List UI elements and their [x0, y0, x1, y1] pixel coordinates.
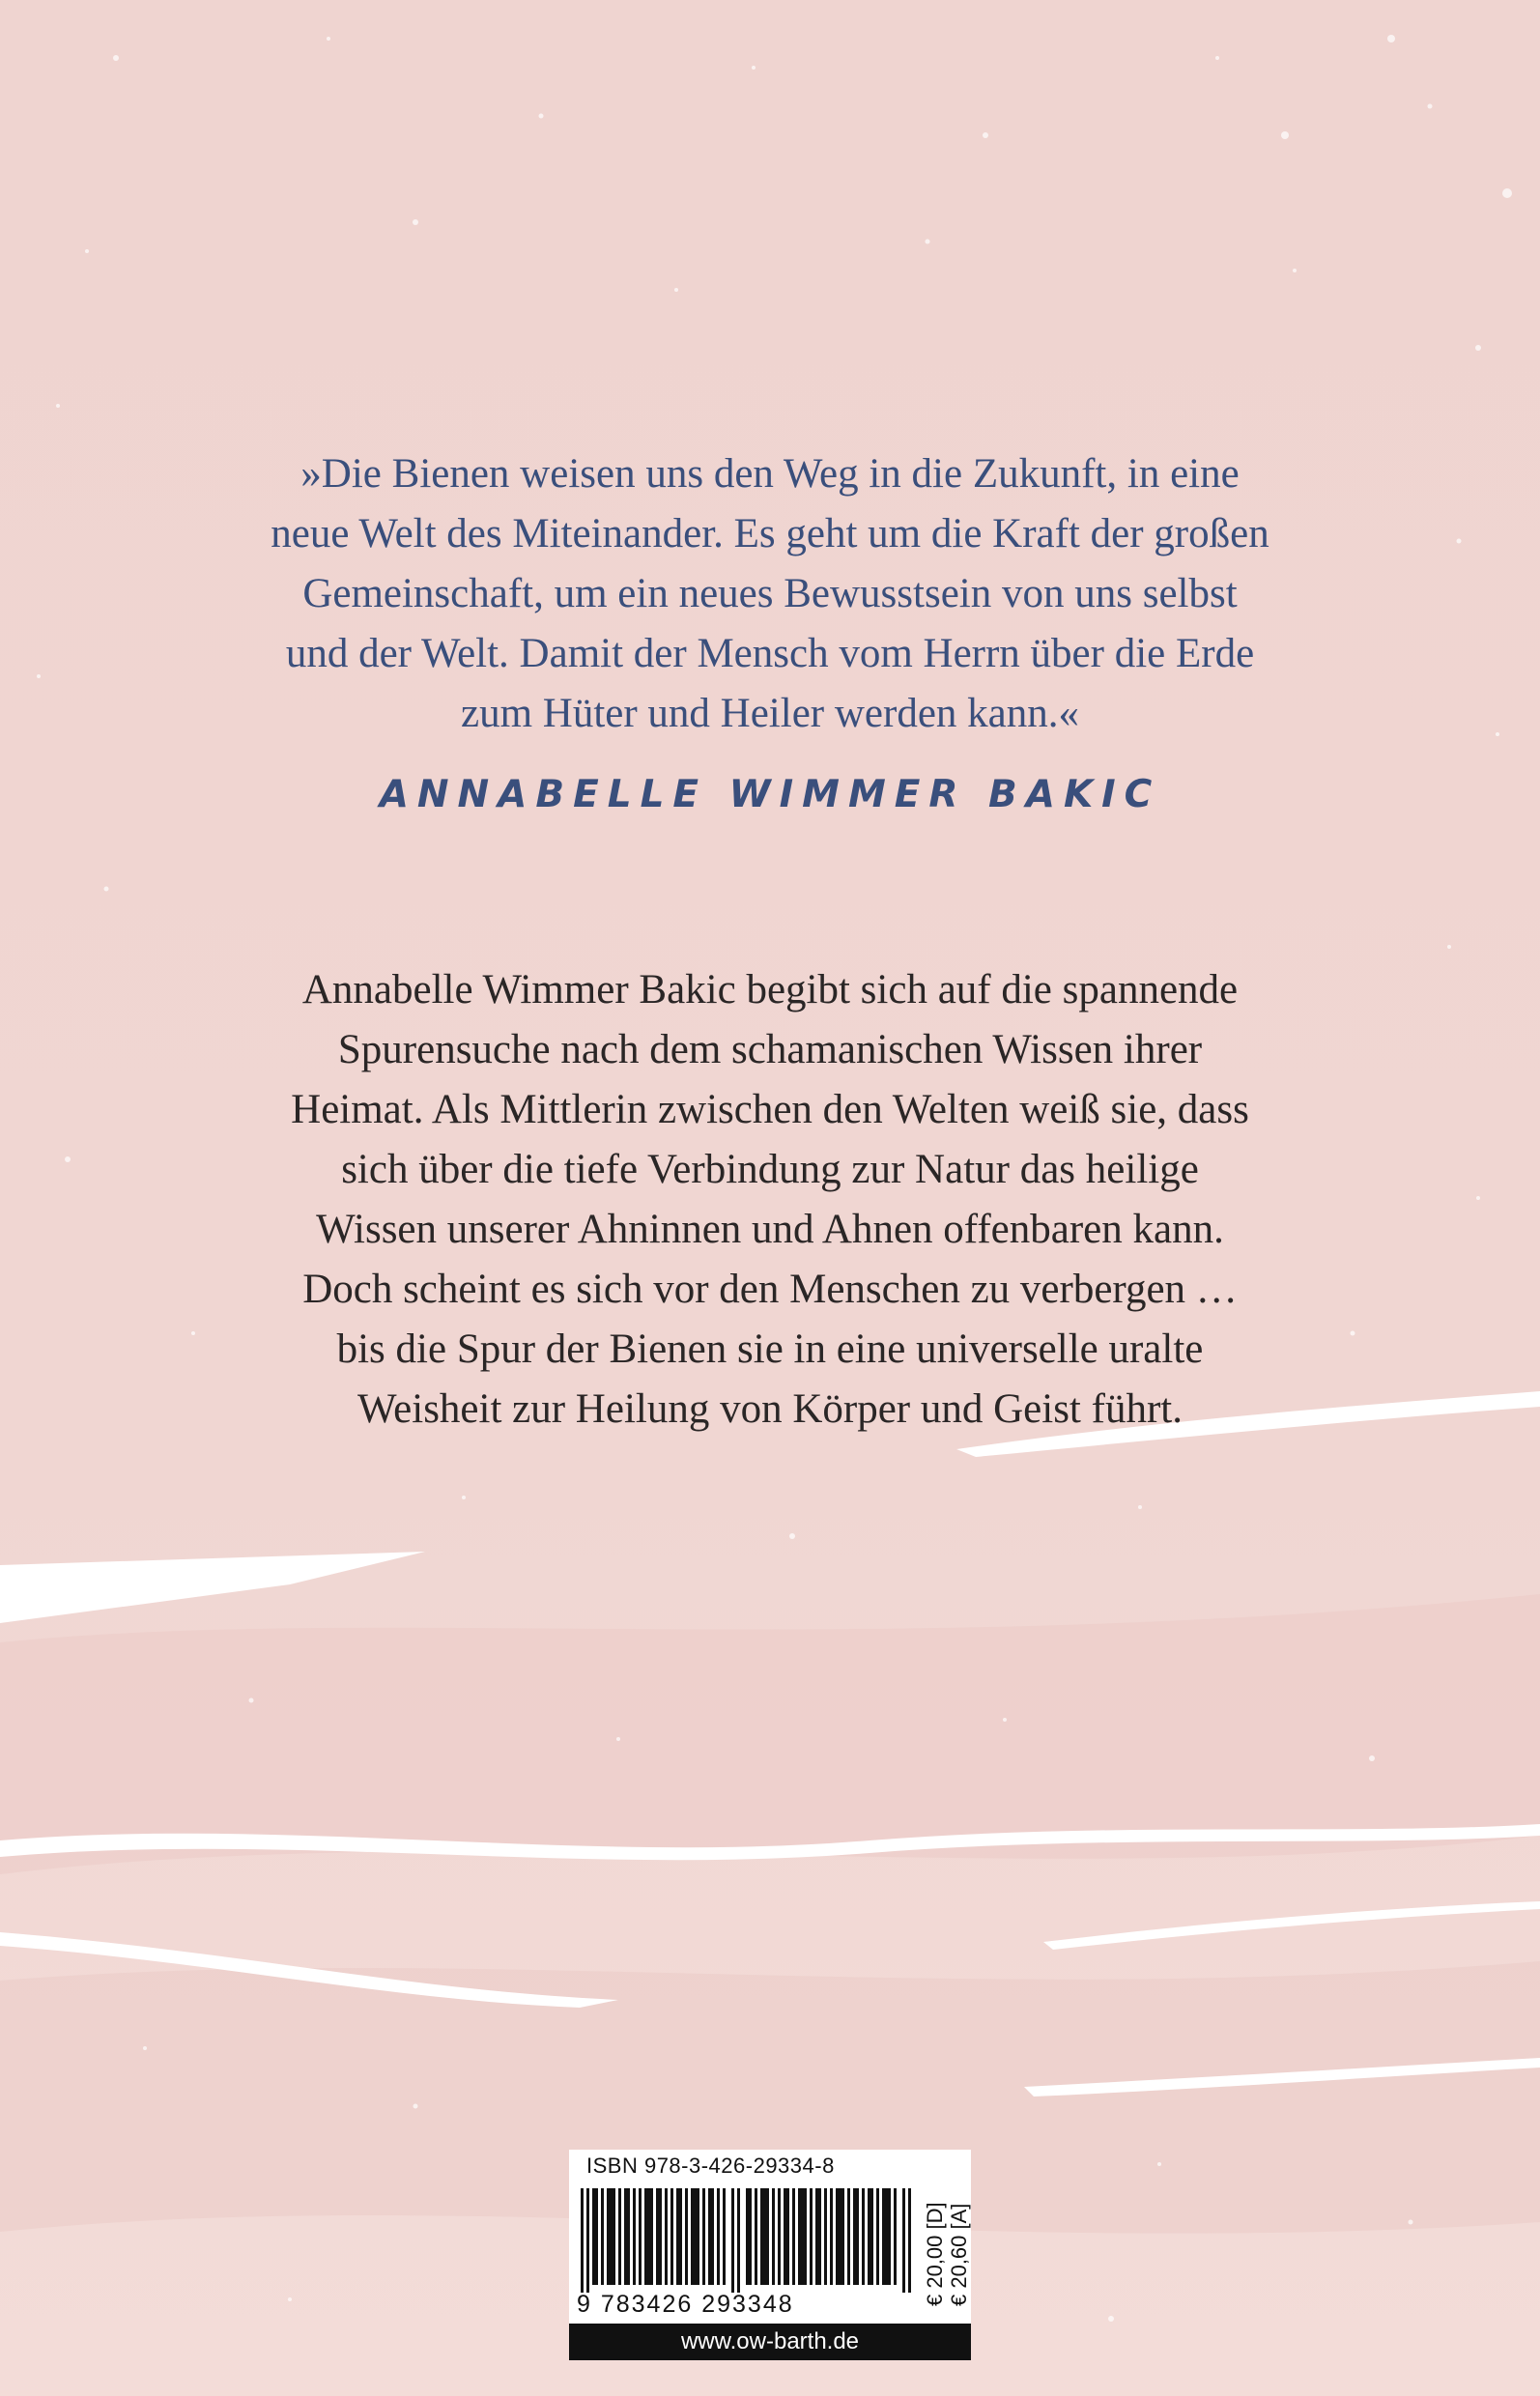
blurb-line: Doch scheint es sich vor den Menschen zu verbergen …: [302, 1267, 1238, 1312]
barcode-bars: [577, 2188, 917, 2293]
isbn-label: ISBN 978-3-426-29334-8: [586, 2154, 835, 2178]
blurb-line: Spurensuche nach dem schamanischen Wissen ihrer: [337, 1027, 1203, 1072]
blurb-line: Heimat. Als Mittlerin zwischen den Welten weiß sie, dass: [291, 1087, 1249, 1132]
blurb-line: bis die Spur der Bienen sie in eine universelle uralte: [336, 1326, 1204, 1372]
blurb-line: sich über die tiefe Verbindung zur Natur das heilige: [341, 1147, 1199, 1192]
quote-line: zum Hüter und Heiler werden kann.«: [460, 691, 1079, 736]
blurb-line: Wissen unserer Ahninnen und Ahnen offenbaren kann.: [316, 1207, 1224, 1252]
blurb-block: [145, 960, 1395, 1440]
quote-line: »Die Bienen weisen uns den Weg in die Zukunft, in eine: [300, 451, 1240, 497]
price-germany: € 20,00 [D]: [923, 2202, 947, 2306]
publisher-website: www.ow-barth.de: [569, 2324, 971, 2360]
blurb-line: Weisheit zur Heilung von Körper und Geist führt.: [357, 1386, 1183, 1432]
quote-line: und der Welt. Damit der Mensch vom Herrn über die Erde: [285, 631, 1255, 676]
price-austria: € 20,60 [A]: [947, 2203, 971, 2306]
blurb-line: Annabelle Wimmer Bakic begibt sich auf die spannende: [301, 967, 1239, 1013]
barcode-box: [569, 2150, 971, 2360]
quote-line: neue Welt des Miteinander. Es geht um die Kraft der großen: [271, 511, 1269, 556]
quote-line: Gemeinschaft, um ein neues Bewusstsein von uns selbst: [302, 571, 1238, 616]
barcode-digits: 9 783426 293348: [577, 2291, 794, 2318]
quote-author: ANNABELLE WIMMER BAKIC: [379, 773, 1161, 816]
quote-block: [164, 444, 1376, 744]
